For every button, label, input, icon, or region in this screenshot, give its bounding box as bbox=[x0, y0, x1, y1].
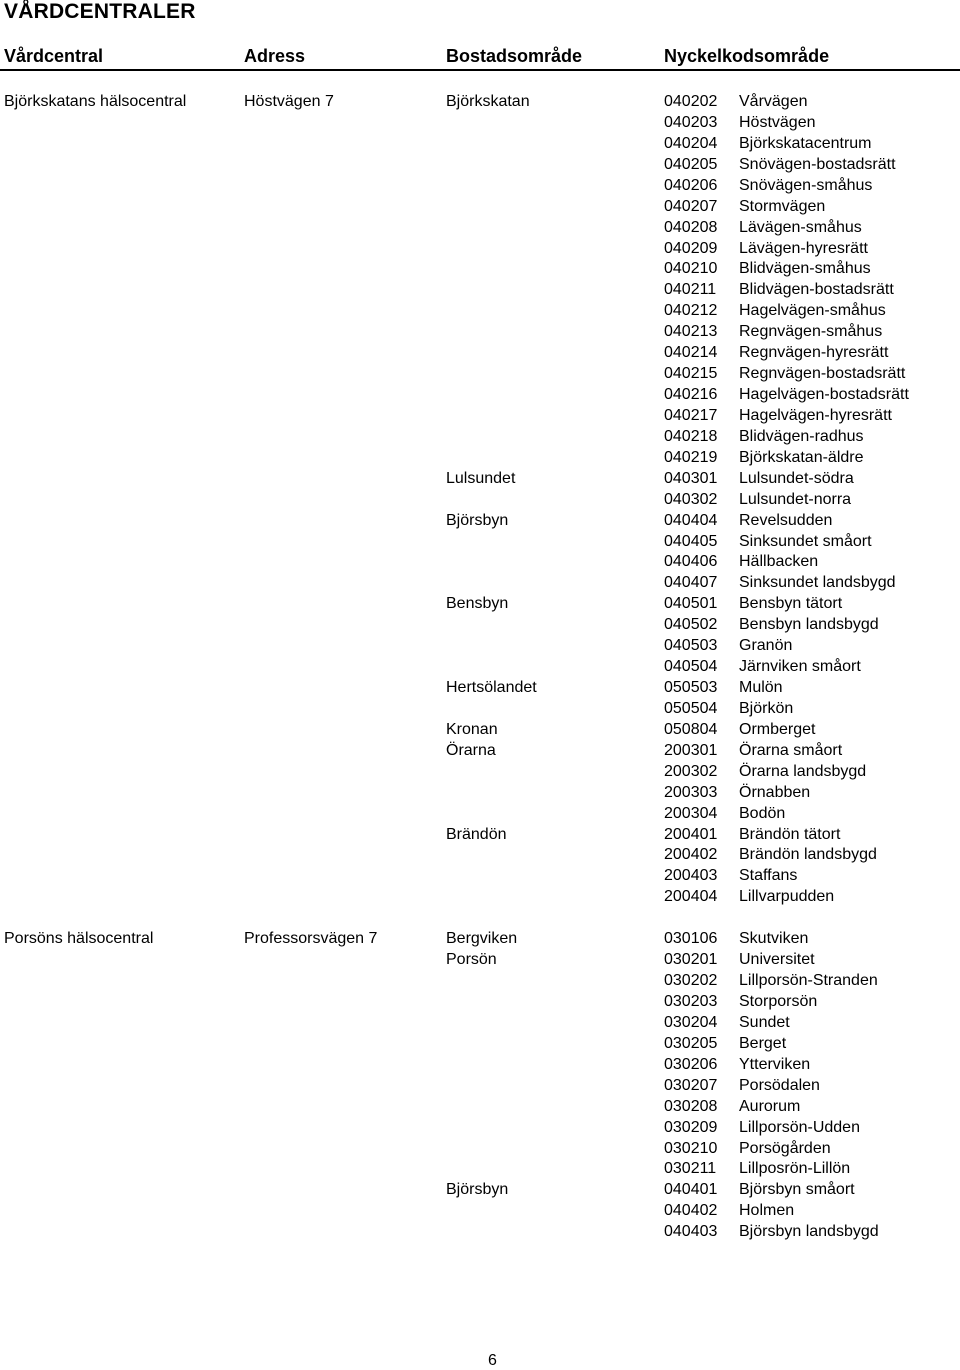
nyckelkod-cell: 030204 bbox=[664, 1014, 718, 1031]
column-header-vardcentral: Vårdcentral bbox=[4, 46, 104, 66]
table-row bbox=[0, 1075, 960, 1096]
table-row bbox=[0, 782, 960, 803]
omradesnamn-cell: Storporsön bbox=[739, 993, 818, 1010]
table-row bbox=[0, 258, 960, 279]
table-row bbox=[0, 196, 960, 217]
omradesnamn-cell: Staffans bbox=[739, 867, 798, 884]
nyckelkod-cell: 030208 bbox=[664, 1098, 718, 1115]
bostadsomrade-cell: Lulsundet bbox=[446, 470, 516, 487]
nyckelkod-cell: 200304 bbox=[664, 805, 718, 822]
omradesnamn-cell: Porsödalen bbox=[739, 1077, 820, 1094]
omradesnamn-cell: Bensbyn landsbygd bbox=[739, 616, 879, 633]
table-row bbox=[0, 279, 960, 300]
bostadsomrade-cell: Björsbyn bbox=[446, 1181, 509, 1198]
nyckelkod-cell: 030207 bbox=[664, 1077, 718, 1094]
table-row bbox=[0, 489, 960, 510]
bostadsomrade-cell: Bensbyn bbox=[446, 595, 509, 612]
omradesnamn-cell: Bensbyn tätort bbox=[739, 595, 843, 612]
nyckelkod-cell: 030205 bbox=[664, 1035, 718, 1052]
omradesnamn-cell: Vårvägen bbox=[739, 93, 808, 110]
omradesnamn-cell: Björkskatacentrum bbox=[739, 135, 872, 152]
omradesnamn-cell: Hagelvägen-småhus bbox=[739, 302, 886, 319]
table-row bbox=[0, 1033, 960, 1054]
table-row bbox=[0, 1158, 960, 1179]
omradesnamn-cell: Björkskatan-äldre bbox=[739, 449, 864, 466]
table-row bbox=[0, 342, 960, 363]
nyckelkod-cell: 030203 bbox=[664, 993, 718, 1010]
table-row bbox=[0, 824, 960, 845]
nyckelkod-cell: 040301 bbox=[664, 470, 718, 487]
nyckelkod-cell: 040207 bbox=[664, 198, 718, 215]
nyckelkod-cell: 050804 bbox=[664, 721, 718, 738]
nyckelkod-cell: 200301 bbox=[664, 742, 718, 759]
table-row bbox=[0, 321, 960, 342]
table-row bbox=[0, 363, 960, 384]
nyckelkod-cell: 040502 bbox=[664, 616, 718, 633]
table-row bbox=[0, 991, 960, 1012]
omradesnamn-cell: Björsbyn landsbygd bbox=[739, 1223, 879, 1240]
nyckelkod-cell: 040211 bbox=[664, 281, 717, 298]
bostadsomrade-cell: Björsbyn bbox=[446, 512, 509, 529]
omradesnamn-cell: Hagelvägen-hyresrätt bbox=[739, 407, 892, 424]
omradesnamn-cell: Aurorum bbox=[739, 1098, 801, 1115]
omradesnamn-cell: Ytterviken bbox=[739, 1056, 811, 1073]
column-header-bostadsomrade: Bostadsområde bbox=[446, 46, 583, 66]
nyckelkod-cell: 040404 bbox=[664, 512, 718, 529]
omradesnamn-cell: Snövägen-bostadsrätt bbox=[739, 156, 896, 173]
nyckelkod-cell: 200404 bbox=[664, 888, 718, 905]
omradesnamn-cell: Lillporsön-Udden bbox=[739, 1119, 860, 1136]
omradesnamn-cell: Porsögården bbox=[739, 1140, 831, 1157]
nyckelkod-cell: 040216 bbox=[664, 386, 718, 403]
table-row bbox=[0, 405, 960, 426]
table-row bbox=[0, 551, 960, 572]
table-row bbox=[0, 803, 960, 824]
table-row bbox=[0, 949, 960, 970]
omradesnamn-cell: Blidvägen-småhus bbox=[739, 260, 871, 277]
table-row bbox=[0, 656, 960, 677]
table-row bbox=[0, 468, 960, 489]
omradesnamn-cell: Örarna landsbygd bbox=[739, 763, 867, 780]
table-row bbox=[0, 1200, 960, 1221]
table-row bbox=[0, 928, 960, 949]
vardcentral-cell: Björkskatans hälsocentral bbox=[4, 93, 187, 110]
table-row bbox=[0, 1179, 960, 1200]
omradesnamn-cell: Lillporsön-Stranden bbox=[739, 972, 878, 989]
nyckelkod-cell: 040302 bbox=[664, 491, 718, 508]
table-row bbox=[0, 865, 960, 886]
nyckelkod-cell: 040202 bbox=[664, 93, 718, 110]
bostadsomrade-cell: Hertsölandet bbox=[446, 679, 537, 696]
table-row bbox=[0, 175, 960, 196]
nyckelkod-cell: 040205 bbox=[664, 156, 718, 173]
table-row bbox=[0, 1012, 960, 1033]
omradesnamn-cell: Järnviken småort bbox=[739, 658, 861, 675]
table-row bbox=[0, 761, 960, 782]
nyckelkod-cell: 040208 bbox=[664, 219, 718, 236]
omradesnamn-cell: Lävägen-småhus bbox=[739, 219, 862, 236]
nyckelkod-cell: 040212 bbox=[664, 302, 718, 319]
bostadsomrade-cell: Bergviken bbox=[446, 930, 518, 947]
table-row bbox=[0, 593, 960, 614]
omradesnamn-cell: Stormvägen bbox=[739, 198, 826, 215]
nyckelkod-cell: 040405 bbox=[664, 533, 718, 550]
adress-cell: Professorsvägen 7 bbox=[244, 930, 378, 947]
column-header-adress: Adress bbox=[244, 46, 306, 66]
omradesnamn-cell: Snövägen-småhus bbox=[739, 177, 873, 194]
omradesnamn-cell: Brändön landsbygd bbox=[739, 846, 877, 863]
bostadsomrade-cell: Kronan bbox=[446, 721, 498, 738]
table-row bbox=[0, 844, 960, 865]
omradesnamn-cell: Bodön bbox=[739, 805, 786, 822]
table-row bbox=[0, 217, 960, 238]
table-row bbox=[0, 426, 960, 447]
omradesnamn-cell: Sinksundet småort bbox=[739, 533, 872, 550]
omradesnamn-cell: Blidvägen-radhus bbox=[739, 428, 864, 445]
vardcentral-cell: Porsöns hälsocentral bbox=[4, 930, 154, 947]
table-row bbox=[0, 698, 960, 719]
table-row bbox=[0, 614, 960, 635]
nyckelkod-cell: 030211 bbox=[664, 1160, 717, 1177]
nyckelkod-cell: 040403 bbox=[664, 1223, 718, 1240]
nyckelkod-cell: 040209 bbox=[664, 240, 718, 257]
bostadsomrade-cell: Örarna bbox=[446, 742, 496, 759]
bostadsomrade-cell: Porsön bbox=[446, 951, 497, 968]
omradesnamn-cell: Lulsundet-norra bbox=[739, 491, 852, 508]
table-row bbox=[0, 447, 960, 468]
omradesnamn-cell: Örarna småort bbox=[739, 742, 843, 759]
nyckelkod-cell: 050503 bbox=[664, 679, 718, 696]
nyckelkod-cell: 200402 bbox=[664, 846, 718, 863]
omradesnamn-cell: Hagelvägen-bostadsrätt bbox=[739, 386, 909, 403]
table-row bbox=[0, 384, 960, 405]
page-title: VÅRDCENTRALER bbox=[4, 0, 196, 23]
nyckelkod-cell: 040219 bbox=[664, 449, 718, 466]
omradesnamn-cell: Mulön bbox=[739, 679, 783, 696]
table-row bbox=[0, 1221, 960, 1242]
nyckelkod-cell: 040210 bbox=[664, 260, 718, 277]
table-row bbox=[0, 1054, 960, 1075]
nyckelkod-cell: 030210 bbox=[664, 1140, 718, 1157]
nyckelkod-cell: 200401 bbox=[664, 826, 718, 843]
table-row bbox=[0, 740, 960, 761]
omradesnamn-cell: Berget bbox=[739, 1035, 787, 1052]
nyckelkod-cell: 040406 bbox=[664, 553, 718, 570]
nyckelkod-cell: 040407 bbox=[664, 574, 718, 591]
omradesnamn-cell: Sundet bbox=[739, 1014, 790, 1031]
omradesnamn-cell: Skutviken bbox=[739, 930, 809, 947]
nyckelkod-cell: 040503 bbox=[664, 637, 718, 654]
omradesnamn-cell: Regnvägen-hyresrätt bbox=[739, 344, 889, 361]
omradesnamn-cell: Regnvägen-bostadsrätt bbox=[739, 365, 906, 382]
nyckelkod-cell: 040217 bbox=[664, 407, 718, 424]
table-row bbox=[0, 133, 960, 154]
page-number: 6 bbox=[488, 1352, 497, 1369]
table-row bbox=[0, 1096, 960, 1117]
nyckelkod-cell: 040218 bbox=[664, 428, 718, 445]
table-row bbox=[0, 531, 960, 552]
nyckelkod-cell: 040206 bbox=[664, 177, 718, 194]
omradesnamn-cell: Lillvarpudden bbox=[739, 888, 835, 905]
omradesnamn-cell: Lulsundet-södra bbox=[739, 470, 854, 487]
table-row bbox=[0, 677, 960, 698]
omradesnamn-cell: Sinksundet landsbygd bbox=[739, 574, 896, 591]
nyckelkod-cell: 030201 bbox=[664, 951, 718, 968]
table-row bbox=[0, 719, 960, 740]
nyckelkod-cell: 040401 bbox=[664, 1181, 718, 1198]
nyckelkod-cell: 050504 bbox=[664, 700, 718, 717]
nyckelkod-cell: 030202 bbox=[664, 972, 718, 989]
omradesnamn-cell: Holmen bbox=[739, 1202, 795, 1219]
bostadsomrade-cell: Björkskatan bbox=[446, 93, 530, 110]
adress-cell: Höstvägen 7 bbox=[244, 93, 334, 110]
nyckelkod-cell: 200403 bbox=[664, 867, 718, 884]
omradesnamn-cell: Björkön bbox=[739, 700, 794, 717]
nyckelkod-cell: 030206 bbox=[664, 1056, 718, 1073]
omradesnamn-cell: Örnabben bbox=[739, 784, 811, 801]
nyckelkod-cell: 200302 bbox=[664, 763, 718, 780]
nyckelkod-cell: 040203 bbox=[664, 114, 718, 131]
omradesnamn-cell: Revelsudden bbox=[739, 512, 833, 529]
nyckelkod-cell: 040215 bbox=[664, 365, 718, 382]
omradesnamn-cell: Brändön tätort bbox=[739, 826, 841, 843]
table-row bbox=[0, 572, 960, 593]
nyckelkod-cell: 040204 bbox=[664, 135, 718, 152]
table-row bbox=[0, 238, 960, 259]
omradesnamn-cell: Regnvägen-småhus bbox=[739, 323, 883, 340]
nyckelkod-cell: 040402 bbox=[664, 1202, 718, 1219]
table-row bbox=[0, 1138, 960, 1159]
nyckelkod-cell: 040213 bbox=[664, 323, 718, 340]
omradesnamn-cell: Björsbyn småort bbox=[739, 1181, 855, 1198]
omradesnamn-cell: Höstvägen bbox=[739, 114, 816, 131]
table-row bbox=[0, 1117, 960, 1138]
nyckelkod-cell: 200303 bbox=[664, 784, 718, 801]
omradesnamn-cell: Lillposrön-Lillön bbox=[739, 1160, 851, 1177]
table-row bbox=[0, 970, 960, 991]
omradesnamn-cell: Universitet bbox=[739, 951, 815, 968]
column-header-nyckelkodsomrade: Nyckelkodsområde bbox=[664, 46, 830, 66]
table-row bbox=[0, 91, 960, 112]
table-row bbox=[0, 112, 960, 133]
nyckelkod-cell: 040214 bbox=[664, 344, 718, 361]
nyckelkod-cell: 040501 bbox=[664, 595, 718, 612]
nyckelkod-cell: 030106 bbox=[664, 930, 718, 947]
omradesnamn-cell: Granön bbox=[739, 637, 793, 654]
nyckelkod-cell: 030209 bbox=[664, 1119, 718, 1136]
table-row bbox=[0, 154, 960, 175]
table-row bbox=[0, 510, 960, 531]
omradesnamn-cell: Ormberget bbox=[739, 721, 816, 738]
table-row bbox=[0, 635, 960, 656]
omradesnamn-cell: Hällbacken bbox=[739, 553, 819, 570]
omradesnamn-cell: Blidvägen-bostadsrätt bbox=[739, 281, 894, 298]
bostadsomrade-cell: Brändön bbox=[446, 826, 507, 843]
nyckelkod-cell: 040504 bbox=[664, 658, 718, 675]
table-row bbox=[0, 886, 960, 907]
omradesnamn-cell: Lävägen-hyresrätt bbox=[739, 240, 868, 257]
table-row bbox=[0, 300, 960, 321]
